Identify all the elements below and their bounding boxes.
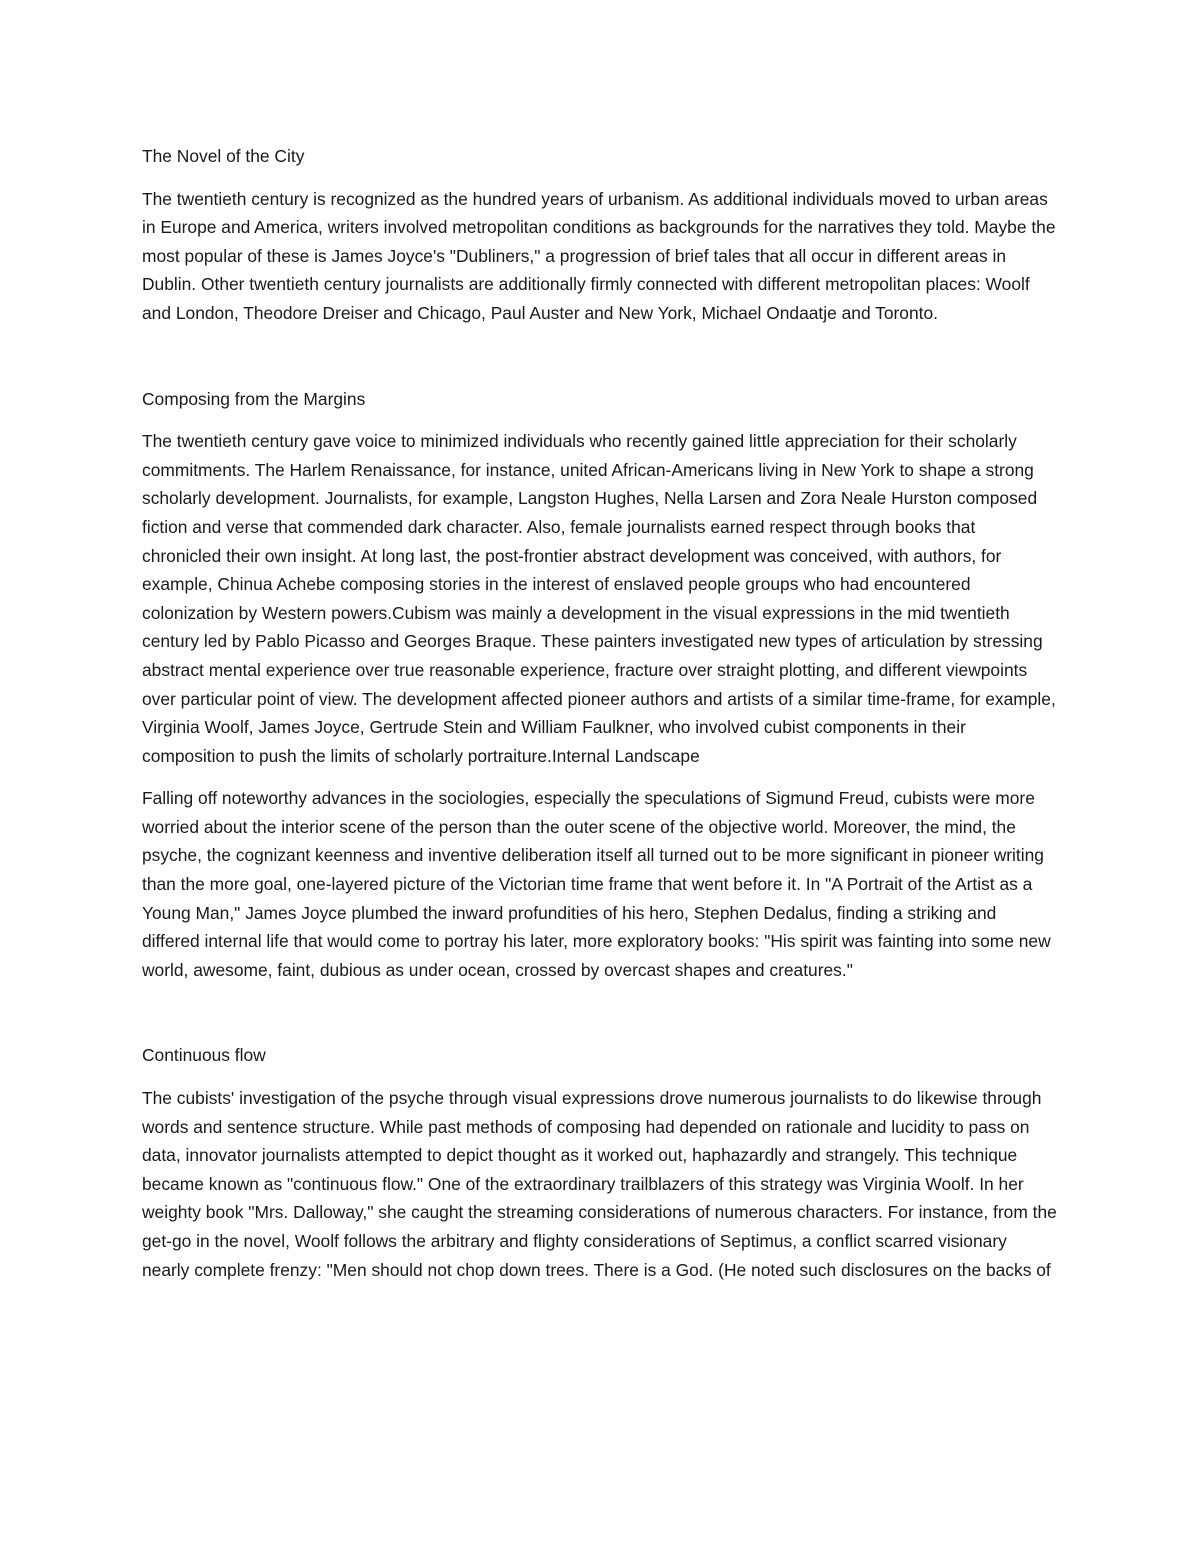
section-novel-of-the-city xyxy=(142,142,1057,328)
paragraph: Falling off noteworthy advances in the sociologies, especially the speculations of Sigmund Freud, cubists were more worried about the interior scene of the person than the outer scene of the objective world. Moreover, the mind, the psyche, the cognizant keenness and inventive deliberation itself all turned out to be more significant in pioneer writing than the more goal, one-layered picture of the Victorian time frame that went before it. In "A Portrait of the Artist as a Young Man," James Joyce plumbed the inward profundities of his hero, Stephen Dedalus, finding a striking and differed internal life that would come to portray his later, more exploratory books: "His spirit was fainting into some new world, awesome, faint, dubious as under ocean, crossed by overcast shapes and creatures." xyxy=(142,788,1051,980)
section-heading: The Novel of the City xyxy=(142,146,305,166)
section-continuous-flow xyxy=(142,1041,1057,1284)
paragraph: The cubists' investigation of the psyche through visual expressions drove numerous journalists to do likewise through words and sentence structure. While past methods of composing had depended on rationale and lucidity to pass on data, innovator journalists attempted to depict thought as it worked out, haphazardly and strangely. This technique became known as "continuous flow." One of the extraordinary trailblazers of this strategy was Virginia Woolf. In her weighty book "Mrs. Dalloway," she caught the streaming considerations of numerous characters. For instance, from the get-go in the novel, Woolf follows the arbitrary and flighty considerations of Septimus, a conflict scarred visionary nearly complete frenzy: "Men should not chop down trees. There is a God. (He noted such disclosures on the backs of xyxy=(142,1088,1057,1280)
section-heading: Composing from the Margins xyxy=(142,388,366,409)
section-heading: Continuous flow xyxy=(142,1045,266,1066)
document-page xyxy=(142,142,1057,1284)
paragraph: The twentieth century is recognized as the hundred years of urbanism. As additional individuals moved to urban areas in Europe and America, writers involved metropolitan conditions as backgrounds for the narratives they told. Maybe the most popular of these is James Joyce's "Dubliners," a progression of brief tales that all occur in different areas in Dublin. Other twentieth century journalists are additionally firmly connected with different metropolitan places: Woolf and London, Theodore Dreiser and Chicago, Paul Auster and New York, Michael Ondaatje and Toronto. xyxy=(142,188,1056,323)
section-composing-from-the-margins xyxy=(142,385,1057,985)
paragraph: The twentieth century gave voice to minimized individuals who recently gained little appreciation for their scholarly commitments. The Harlem Renaissance, for instance, united African-Americans living in New York to shape a strong scholarly development. Journalists, for example, Langston Hughes, Nella Larsen and Zora Neale Hurston composed fiction and verse that commended dark character. Also, female journalists earned respect through books that chronicled their own insight. At long last, the post-frontier abstract development was conceived, with authors, for example, Chinua Achebe composing stories in the interest of enslaved people groups who had encountered colonization by Western powers.Cubism was mainly a development in the visual expressions in the mid twentieth century led by Pablo Picasso and Georges Braque. These painters investigated new types of articulation by stressing abstract mental experience over true reasonable experience, fracture over straight plotting, and different viewpoints over particular point of view. The development affected pioneer authors and artists of a similar time-frame, for example, Virginia Woolf, James Joyce, Gertrude Stein and William Faulkner, who involved cubist components in their composition to push the limits of scholarly portraiture.Internal Landscape xyxy=(142,431,1056,766)
